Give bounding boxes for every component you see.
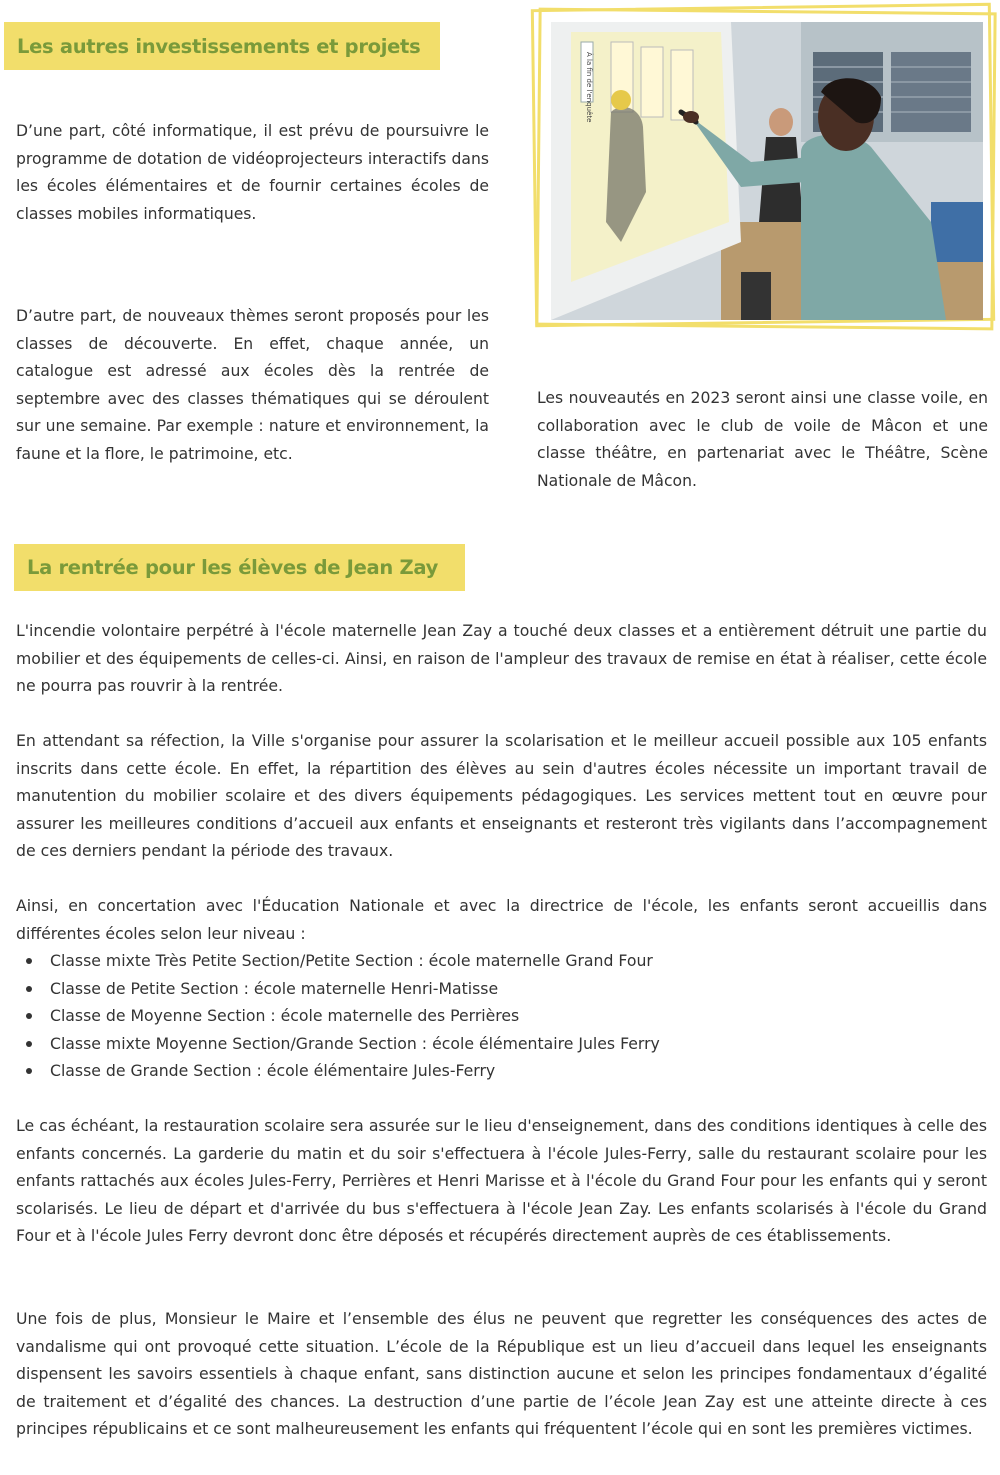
- section-heading-investissements: [4, 22, 440, 70]
- class-assignment-list: [16, 947, 916, 1085]
- board-text: À la fin de l'enquête: [585, 52, 593, 123]
- section-heading-jean-zay: [14, 544, 465, 591]
- bullet-icon: [26, 986, 32, 992]
- list-item: [16, 1030, 916, 1058]
- classroom-photo-frame: [533, 6, 997, 330]
- bullet-icon: [26, 1013, 32, 1019]
- list-item-text: Classe mixte Très Petite Section/Petite Section : école maternelle Grand Four: [50, 951, 653, 970]
- paragraph-restauration: Le cas échéant, la restauration scolaire sera assurée sur le lieu d'enseignement, dans des conditions identiques à celle des enfants concernés. La garderie du matin et du soir s'effectuera à l'école Jules-Ferry, salle du restaurant scolaire pour les enfants rattachés aux écoles Jules-Ferry, Perrières et Henri Marisse et à l'école du Grand Four pour les enfants qui y seront scolarisés. Le lieu de départ et d'arrivée du bus s'effectuera à l'école Jean Zay. Les enfants scolarisés à l'école du Grand Four et à l'école Jules Ferry devront donc être déposés et récupérés directement auprès de ces établissements.: [16, 1116, 987, 1245]
- list-item-text: Classe de Grande Section : école élémentaire Jules-Ferry: [50, 1061, 496, 1080]
- list-item-text: Classe de Petite Section : école maternelle Henri-Matisse: [50, 978, 499, 998]
- paragraph-conclusion: Une fois de plus, Monsieur le Maire et l’ensemble des élus ne peuvent que regretter les conséquences des actes de vandalisme qui ont provoqué cette situation. L’école de la République est un lieu d’accueil dans lequel les enseignants dispensent les savoirs essentiels à chaque enfant, sans distinction aucune et selon les principes fondamentaux d’égalité de traitement et d’égalité des chances. La destruction d’une partie de l’école Jean Zay est une atteinte directe à ces principes républicains et ce sont malheureusement les enfants qui fréquentent l’école qui en sont les premières victimes.: [16, 1309, 987, 1438]
- list-item-text: Classe mixte Moyenne Section/Grande Section : école élémentaire Jules Ferry: [50, 1033, 660, 1053]
- list-item: [16, 1002, 916, 1030]
- section-heading-text: Les autres investissements et projets: [17, 34, 421, 58]
- paragraph-classes-decouverte: D’autre part, de nouveaux thèmes seront proposés pour les classes de découverte. En effet, chaque année, un catalogue est adressé aux écoles dès la rentrée de septembre avec des classes thématiques qui se déroulent sur une semaine. Par exemple : nature et environnement, la faune et la flore, le patrimoine, etc.: [16, 307, 489, 463]
- bullet-icon: [26, 958, 32, 964]
- paragraph-nouveautes-2023: Les nouveautés en 2023 seront ainsi une classe voile, en collaboration avec le club de voile de Mâcon et une classe théâtre, en partenariat avec le Théâtre, Scène Nationale de Mâcon.: [537, 389, 988, 490]
- list-item: [16, 947, 916, 975]
- section-heading-text: La rentrée pour les élèves de Jean Zay: [27, 556, 438, 579]
- bullet-icon: [26, 1068, 32, 1074]
- list-item: [16, 975, 916, 1003]
- paragraph-refection: En attendant sa réfection, la Ville s'organise pour assurer la scolarisation et le meilleur accueil possible aux 105 enfants inscrits dans cette école. En effet, la répartition des élèves au sein d'autres écoles nécessite un important travail de manutention du mobilier scolaire et des divers équipements pédagogiques. Les services mettent tout en œuvre pour assurer les meilleures conditions d’accueil aux enfants et enseignants et resteront très vigilants dans l’accompagnement de ces derniers pendant la période des travaux.: [16, 731, 987, 860]
- classroom-photo: [551, 22, 983, 320]
- paragraph-concertation: Ainsi, en concertation avec l'Éducation Nationale et avec la directrice de l'école, les enfants seront accueillis dans différentes écoles selon leur niveau :: [16, 896, 987, 943]
- paragraph-informatique: D’une part, côté informatique, il est prévu de poursuivre le programme de dotation de vidéoprojecteurs interactifs dans les écoles élémentaires et de fournir certaines écoles de classes mobiles informatiques.: [16, 122, 489, 223]
- list-item-text: Classe de Moyenne Section : école maternelle des Perrières: [50, 1006, 520, 1025]
- paragraph-incendie: L'incendie volontaire perpétré à l'école maternelle Jean Zay a touché deux classes et a entièrement détruit une partie du mobilier et des équipements de celles-ci. Ainsi, en raison de l'ampleur des travaux de remise en état à réaliser, cette école ne pourra pas rouvrir à la rentrée.: [16, 621, 987, 695]
- list-item: [16, 1057, 916, 1085]
- bullet-icon: [26, 1041, 32, 1047]
